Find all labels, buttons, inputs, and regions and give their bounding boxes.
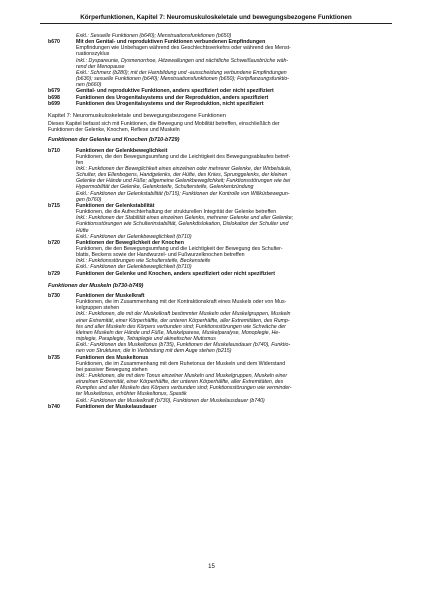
entry-title: Funktionen der Gelenkbeweglichkeit xyxy=(76,147,168,154)
section-heading: Funktionen der Gelenke und Knochen (b710-b729) xyxy=(48,137,180,144)
entry-desc-line: Funktionen, die die Aufrechterhaltung der strukturellen Integrität der Gelenke betreffen xyxy=(76,209,277,216)
entry-desc-line: bei passiver Bewegung stehen xyxy=(76,366,148,373)
entry-code: b720 xyxy=(48,239,60,246)
entry-desc-line: Empfindungen wie Unbehagen während des Geschlechtsverkehrs oder während des Menst- xyxy=(76,45,291,52)
entry-incl-line: rend der Menopause xyxy=(76,63,125,70)
entry-incl-line: Inkl.: Funktionen der Stabilität eines einzelnen Gelenks, mehrerer Gelenke und aller Gelenke; xyxy=(76,215,294,222)
entry-b699 xyxy=(48,101,394,107)
entry-excl-line: Exkl.: Funktionen der Muskelkraft (b730), Funktionen der Muskelausdauer (b740) xyxy=(76,397,265,404)
entry-code: b710 xyxy=(48,147,60,154)
entry-title: Funktionen der Gelenke und Knochen, anders spezifiziert oder nicht spezifiziert xyxy=(76,270,275,277)
entry-title: Funktionen der Gelenkstabilität xyxy=(76,202,155,209)
entry-b740 xyxy=(48,404,394,410)
entry-code: b670 xyxy=(48,39,60,46)
entry-code: b740 xyxy=(48,403,60,410)
entry-excl-line: nen (b660) xyxy=(76,82,102,89)
entry-title: Funktionen des Muskeltonus xyxy=(76,354,149,361)
entry-title: Funktionen der Beweglichkeit der Knochen xyxy=(76,239,184,246)
entry-incl-line: Inkl.: Funktionen, die mit der Muskelkraft bestimmter Muskeln oder Muskelgruppen, Muskeln xyxy=(76,311,291,318)
entry-excl-line: gen (b760) xyxy=(76,196,102,203)
chapter-intro-line: Funktionen der Gelenke, Knochen, Reflexe und Muskeln xyxy=(48,127,180,134)
entry-code: b729 xyxy=(48,270,60,277)
entry-incl-line: Inkl.: Dyspareunie, Dysmenorrhoe, Hitzewallungen und nächtliche Schweißausbrüche wäh- xyxy=(76,57,289,64)
entry-incl-line: Funktionsstörungen wie Schulterinstabilität, Gelenkdislokation, Dislokation der Schulter und xyxy=(76,221,289,228)
entry-desc-line: ruationszyklus xyxy=(76,51,110,58)
entry-incl-line: Inkl.: Funktionen, die mit dem Tonus einzelner Muskeln und Muskelgruppen, Muskeln einer xyxy=(76,372,288,379)
entry-incl-line: einer Extremität, einer Körperhälfte, der unteren Körperhälfte, aller Extremitäten, des Rump- xyxy=(76,317,290,324)
entry-incl-line: Rumpfes und aller Muskeln des Körpers verbunden sind; Funktionsstörungen wie verminder- xyxy=(76,385,292,392)
entry-b720 xyxy=(48,240,394,271)
entry-b715 xyxy=(48,203,394,240)
entry-excl-line: nen von Strukturen, die in Verbindung mit dem Auge stehen (b215) xyxy=(76,348,232,355)
chapter-title: Kapitel 7: Neuromuskuloskeletale und bewegungsbezogene Funktionen xyxy=(48,112,226,119)
entry-code: b679 xyxy=(48,88,60,95)
exclusion-text: Exkl.: Sexuelle Funktionen (b640); Menstruationsfunktionen (b650) xyxy=(76,33,232,39)
entry-excl-line: Exkl.: Funktionen der Gelenkstabilität (b715); Funktionen der Kontrolle von Willkürbewegun- xyxy=(76,190,290,197)
entry-desc-line: kelgruppen stehen xyxy=(76,305,120,312)
entry-excl-line: Exkl.: Schmerz (b280); mit der Harnbildung und -ausscheidung verbundene Empfindungen xyxy=(76,69,287,76)
running-header: Körperfunktionen, Kapitel 7: Neuromuskuloskeletale und bewegungsbezogene Funktionen xyxy=(40,14,392,24)
entry-desc-line: Funktionen, die den Bewegungsumfang und die Leichtigkeit des Bewegungsablaufes betref- xyxy=(76,153,291,160)
page-content xyxy=(48,33,394,410)
entry-code: b698 xyxy=(48,94,60,101)
section-heading: Funktionen der Muskeln (b730-b749) xyxy=(48,282,144,289)
chapter-intro-line: Dieses Kapitel befasst sich mit Funktionen, die Bewegung und Mobilität betreffen, einschließlich der xyxy=(48,121,280,128)
entry-desc-line: Funktionen, die im Zusammenhang mit der Kontraktionskraft eines Muskels oder von Mus- xyxy=(76,299,287,306)
entry-title: Funktionen der Muskelkraft xyxy=(76,292,145,299)
entry-code: b730 xyxy=(48,292,60,299)
entry-incl-line: einzelnen Extremität, einer Körperhälfte, der unteren Körperhälfte, aller Extremitäten, des xyxy=(76,379,284,386)
entry-excl-line: (b630); sexuelle Funktionen (b640); Menstruationsfunktionen (b650); Fortpflanzungsfunktio- xyxy=(76,76,290,83)
entry-excl-line: Exkl.: Funktionen der Gelenkbeweglichkeit (b710) xyxy=(76,233,192,240)
entry-b730 xyxy=(48,293,394,355)
entry-code: b735 xyxy=(48,354,60,361)
page-number: 15 xyxy=(208,564,215,570)
entry-incl-line: miplegie, Paraplegie, Tetraplegie und akinetischer Mutismus xyxy=(76,336,216,343)
entry-desc-line: fen xyxy=(76,159,84,166)
entry-title: Genital- und reproduktive Funktionen, anders spezifiziert oder nicht spezifiziert xyxy=(76,88,274,95)
entry-code: b715 xyxy=(48,202,60,209)
entry-excl-line: Exkl.: Funktionen des Muskeltonus (b735), Funktionen der Muskelausdauer (b740), Funktio- xyxy=(76,342,291,349)
entry-desc-line: Funktionen, die den Bewegungsumfang und die Leichtigkeit der Bewegung des Schulter- xyxy=(76,246,283,252)
entry-b670 xyxy=(48,39,394,88)
entry-incl-line: Schulter, des Ellenbogens, Handgelenks, der Hüfte, des Knies, Sprunggelenks, der kleinen xyxy=(76,172,288,179)
entry-desc-line: Funktionen, die im Zusammenhang mit dem Ruhetonus der Muskeln und dem Widerstand xyxy=(76,360,286,367)
entry-incl-line: ter Muskeltonus, erhöhter Muskeltonus, Spastik xyxy=(76,391,187,398)
entry-title: Funktionen der Muskelausdauer xyxy=(76,403,157,410)
entry-title: Funktionen des Urogenitalsystems und der Reproduktion, anders spezifiziert xyxy=(76,94,269,101)
entry-b735 xyxy=(48,355,394,404)
entry-incl-line: Inkl.: Funktionen der Beweglichkeit eines einzelnen oder mehrerer Gelenke, der Wirbelsäule, xyxy=(76,165,292,172)
entry-excl-line: Exkl.: Funktionen der Gelenkbeweglichkeit (b710) xyxy=(76,264,192,271)
entry-title: Funktionen des Urogenitalsystems und der Reproduktion, nicht spezifiziert xyxy=(76,100,264,107)
entry-incl-line: Gelenke der Hände und Füße; allgemeine Gelenkbeweglichkeit; Funktionsstörungen wie bei xyxy=(76,178,291,185)
entry-incl-line: Hypermobilität der Gelenke, Gelenksteife, Schultersteife, Gelenkentzündung xyxy=(76,184,254,191)
entry-incl-line: fes und aller Muskeln des Körpers verbunden sind; Funktionsstörungen wie Schwäche der xyxy=(76,323,286,330)
entry-incl-line: Inkl.: Funktionsstörungen wie Schultersteife, Beckensteife xyxy=(76,258,211,265)
entry-b710 xyxy=(48,148,394,203)
entry-code: b699 xyxy=(48,100,60,107)
entry-incl-line: kleinen Muskeln der Hände und Füße, Muskelparese, Muskelparalyse, Monoplegie, He- xyxy=(76,329,280,336)
entry-incl-line: Hüfte xyxy=(76,227,89,234)
entry-title: Mit den Genital- und reproduktiven Funktionen verbundenen Empfindungen xyxy=(76,39,266,46)
entry-desc-line: blatts, Beckens sowie der Handwurzel- und Fußwurzelknochen betreffen xyxy=(76,252,245,259)
entry-b729 xyxy=(48,271,394,277)
